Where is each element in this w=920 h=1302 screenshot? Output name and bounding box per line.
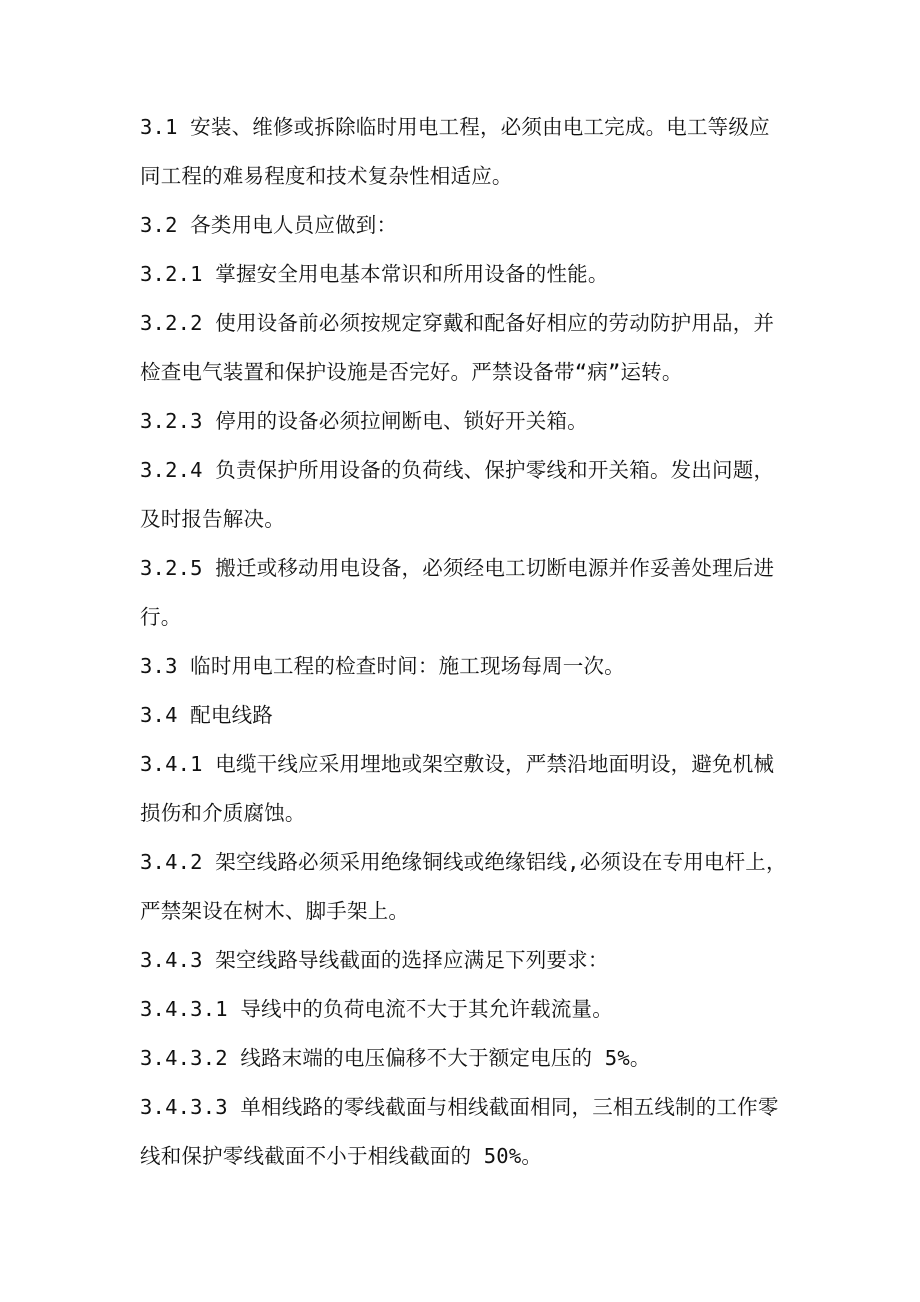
text-line: 严禁架设在树木、脚手架上。 [140, 899, 410, 923]
text-line: 3.4.3 架空线路导线截面的选择应满足下列要求： [140, 948, 609, 972]
text-line: 3.2.4 负责保护所用设备的负荷线、保护零线和开关箱。发出问题， [140, 458, 775, 482]
text-line: 3.4.2 架空线路必须采用绝缘铜线或绝缘铝线,必须设在专用电杆上， [140, 850, 787, 874]
text-line: 3.2 各类用电人员应做到： [140, 213, 398, 237]
text-line: 3.4.3.2 线路末端的电压偏移不大于额定电压的 5%。 [140, 1046, 651, 1070]
text-line: 损伤和介质腐蚀。 [140, 801, 306, 825]
text-line: 线和保护零线截面不小于相线截面的 50%。 [140, 1144, 543, 1168]
text-line: 3.4.3.1 导线中的负荷电流不大于其允许载流量。 [140, 997, 613, 1021]
text-line: 3.2.2 使用设备前必须按规定穿戴和配备好相应的劳动防护用品，并 [140, 311, 775, 335]
text-line: 行。 [140, 605, 182, 629]
text-line: 3.2.1 掌握安全用电基本常识和所用设备的性能。 [140, 262, 609, 286]
text-line: 3.2.5 搬迁或移动用电设备，必须经电工切断电源并作妥善处理后进 [140, 556, 775, 580]
text-line: 3.1 安装、维修或拆除临时用电工程，必须由电工完成。电工等级应 [140, 115, 770, 139]
text-line: 及时报告解决。 [140, 507, 285, 531]
text-line: 同工程的难易程度和技术复杂性相适应。 [140, 164, 513, 188]
text-line: 检查电气装置和保护设施是否完好。严禁设备带“病”运转。 [140, 360, 683, 384]
text-line: 3.2.3 停用的设备必须拉闸断电、锁好开关箱。 [140, 409, 588, 433]
text-line: 3.4.3.3 单相线路的零线截面与相线截面相同，三相五线制的工作零 [140, 1095, 779, 1119]
text-line: 3.3 临时用电工程的检查时间：施工现场每周一次。 [140, 654, 625, 678]
text-line: 3.4 配电线路 [140, 703, 273, 727]
text-line: 3.4.1 电缆干线应采用埋地或架空敷设，严禁沿地面明设，避免机械 [140, 752, 775, 776]
